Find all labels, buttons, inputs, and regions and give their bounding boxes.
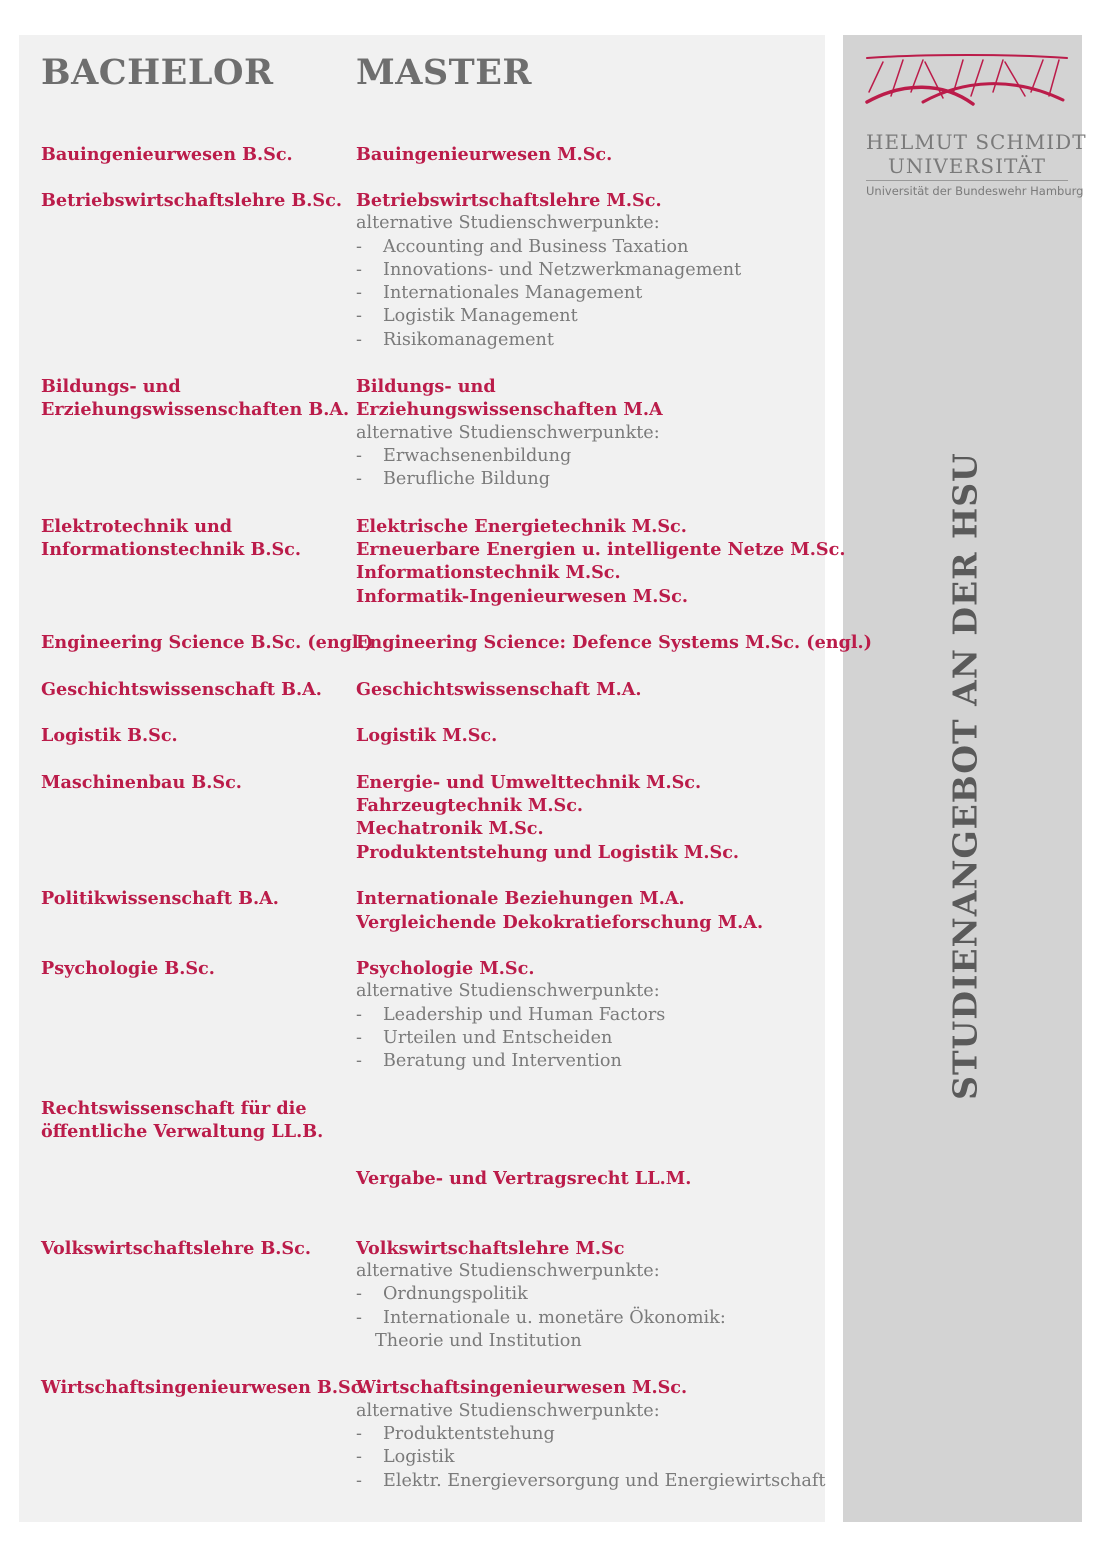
master-etech: Informatik-Ingenieurwesen M.Sc.	[356, 586, 688, 607]
bachelor-vwl: Volkswirtschaftslehre B.Sc.	[41, 1238, 311, 1259]
list-item: - Ordnungspolitik	[356, 1284, 528, 1304]
master-etech: Informationstechnik M.Sc.	[356, 562, 621, 583]
logo-divider	[866, 180, 1068, 181]
list-item: - Berufliche Bildung	[356, 469, 551, 489]
master-politik: Vergleichende Dekokratieforschung M.A.	[356, 912, 764, 933]
logo-name-line2: UNIVERSITÄT	[888, 154, 1046, 178]
master-mb: Produktentstehung und Logistik M.Sc.	[356, 842, 740, 863]
alt-label: alternative Studienschwerpunkte:	[356, 423, 660, 443]
list-item: - Accounting and Business Taxation	[356, 237, 689, 257]
list-item: - Erwachsenenbildung	[356, 446, 572, 466]
bachelor-header: BACHELOR	[41, 52, 274, 93]
master-mb: Energie- und Umwelttechnik M.Sc.	[356, 772, 702, 793]
bachelor-recht-line1: Rechtswissenschaft für die	[41, 1098, 307, 1119]
hsu-arch-logo-icon	[863, 52, 1071, 108]
master-bwl: Betriebswirtschaftslehre M.Sc.	[356, 190, 662, 211]
master-bildung-line2: Erziehungswissenschaften M.A	[356, 399, 663, 420]
logo-subtitle: Universität der Bundeswehr Hamburg	[866, 184, 1084, 198]
master-etech: Elektrische Energietechnik M.Sc.	[356, 516, 687, 537]
bachelor-maschinenbau: Maschinenbau B.Sc.	[41, 772, 242, 793]
list-item: - Internationale u. monetäre Ökonomik:	[356, 1308, 726, 1328]
bachelor-logistik: Logistik B.Sc.	[41, 725, 178, 746]
alt-label: alternative Studienschwerpunkte:	[356, 213, 660, 233]
master-bildung-line1: Bildungs- und	[356, 376, 496, 397]
bachelor-etech-line1: Elektrotechnik und	[41, 516, 233, 537]
master-header: MASTER	[356, 52, 532, 93]
master-mb: Fahrzeugtechnik M.Sc.	[356, 795, 584, 816]
alt-label: alternative Studienschwerpunkte:	[356, 1261, 660, 1281]
bachelor-recht-line2: öffentliche Verwaltung LL.B.	[41, 1121, 324, 1142]
master-politik: Internationale Beziehungen M.A.	[356, 888, 685, 909]
list-item: - Elektr. Energieversorgung und Energiewirtschaft	[356, 1471, 826, 1491]
alt-label: alternative Studienschwerpunkte:	[356, 1401, 660, 1421]
master-etech: Erneuerbare Energien u. intelligente Netze M.Sc.	[356, 539, 846, 560]
bachelor-wing: Wirtschaftsingenieurwesen B.Sc.	[41, 1377, 368, 1398]
logo-name-line1: HELMUT SCHMIDT	[866, 130, 1087, 154]
master-bauingenieurwesen: Bauingenieurwesen M.Sc.	[356, 144, 613, 165]
list-item: - Leadership und Human Factors	[356, 1005, 666, 1025]
bachelor-engineering-science: Engineering Science B.Sc. (engl.)	[41, 632, 374, 653]
bachelor-psychologie: Psychologie B.Sc.	[41, 958, 215, 979]
list-item: - Logistik Management	[356, 306, 578, 326]
master-logistik: Logistik M.Sc.	[356, 725, 498, 746]
bachelor-geschichte: Geschichtswissenschaft B.A.	[41, 679, 322, 700]
master-vwl: Volkswirtschaftslehre M.Sc	[356, 1238, 625, 1259]
master-psychologie: Psychologie M.Sc.	[356, 958, 535, 979]
bachelor-bildung-line1: Bildungs- und	[41, 376, 181, 397]
list-item: - Logistik	[356, 1447, 455, 1467]
list-item: - Innovations- und Netzwerkmanagement	[356, 260, 742, 280]
bachelor-bildung-line2: Erziehungswissenschaften B.A.	[41, 399, 350, 420]
master-mb: Mechatronik M.Sc.	[356, 818, 544, 839]
bachelor-etech-line2: Informationstechnik B.Sc.	[41, 539, 302, 560]
list-item: - Internationales Management	[356, 283, 643, 303]
list-item-continuation: Theorie und Institution	[375, 1331, 582, 1351]
list-item: - Urteilen und Entscheiden	[356, 1028, 613, 1048]
master-geschichte: Geschichtswissenschaft M.A.	[356, 679, 642, 700]
bachelor-bwl: Betriebswirtschaftslehre B.Sc.	[41, 190, 342, 211]
alt-label: alternative Studienschwerpunkte:	[356, 981, 660, 1001]
bachelor-bauingenieurwesen: Bauingenieurwesen B.Sc.	[41, 144, 293, 165]
list-item: - Produktentstehung	[356, 1424, 555, 1444]
bachelor-politik: Politikwissenschaft B.A.	[41, 888, 279, 909]
side-title: STUDIENANGEBOT AN DER HSU	[945, 452, 985, 1100]
master-vergaberecht: Vergabe- und Vertragsrecht LL.M.	[356, 1168, 692, 1189]
list-item: - Beratung und Intervention	[356, 1051, 622, 1071]
master-wing: Wirtschaftsingenieurwesen M.Sc.	[356, 1377, 688, 1398]
master-engineering-science: Engineering Science: Defence Systems M.Sc. (engl.)	[356, 632, 873, 653]
list-item: - Risikomanagement	[356, 330, 554, 350]
